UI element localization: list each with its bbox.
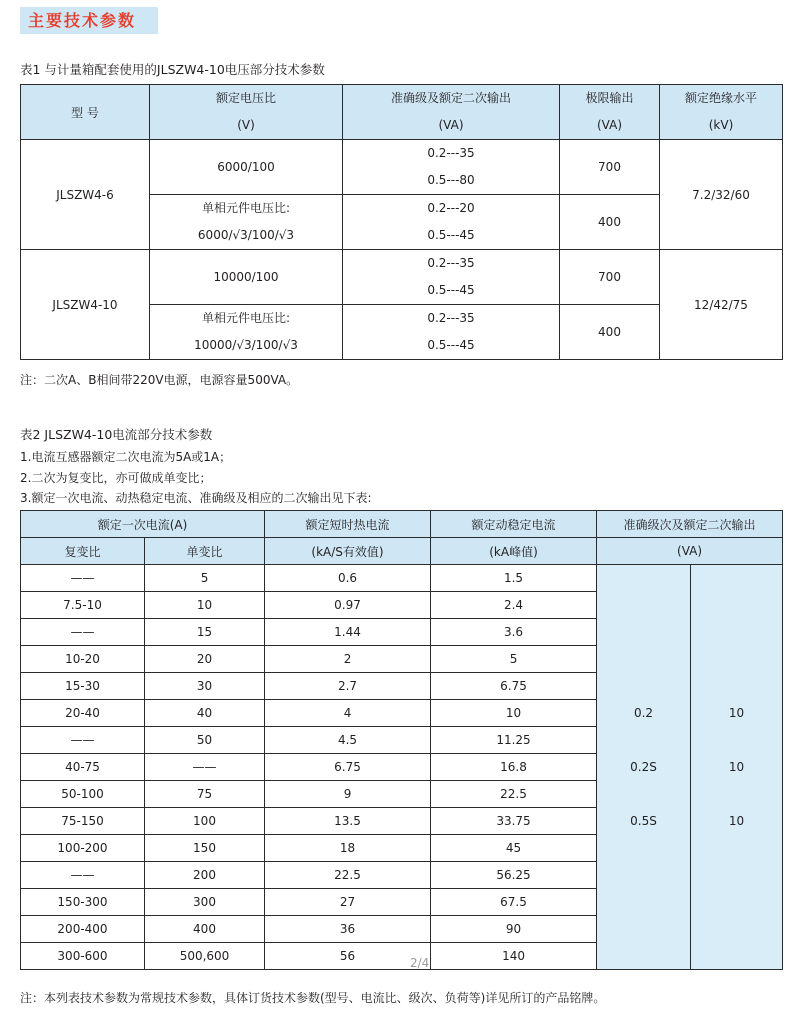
multi-ratio-cell: ——: [21, 565, 145, 592]
table-row: [21, 889, 783, 916]
thermal-current-cell: 2: [265, 646, 431, 673]
accuracy-output-cell: [691, 592, 783, 619]
dynamic-current-cell: 56.25: [431, 862, 597, 889]
table2-caption: 表2 JLSZW4-10电流部分技术参数: [20, 427, 213, 442]
table1-caption: 表1 与计量箱配套使用的JLSZW4-10电压部分技术参数: [20, 62, 325, 77]
dynamic-current-cell: 90: [431, 916, 597, 943]
multi-ratio-cell: 20-40: [21, 700, 145, 727]
table-row: [21, 916, 783, 943]
single-ratio-cell: 75: [145, 781, 265, 808]
accuracy-cell: 0.2---20 0.5---45: [343, 195, 560, 250]
accuracy-output-cell: 10: [691, 700, 783, 727]
dynamic-current-cell: 2.4: [431, 592, 597, 619]
accuracy-cell: 0.2---35 0.5---80: [343, 140, 560, 195]
limit-cell: 400: [560, 305, 660, 360]
accuracy-class-cell: [597, 592, 691, 619]
single-ratio-cell: 150: [145, 835, 265, 862]
multi-ratio-cell: 75-150: [21, 808, 145, 835]
voltage-parameters-table: [20, 84, 783, 360]
header-insulation: 额定绝缘水平 (kV): [660, 85, 783, 140]
table-row: [21, 862, 783, 889]
header-ratio: 额定电压比 (V): [150, 85, 343, 140]
table-row: [21, 619, 783, 646]
dynamic-current-cell: 10: [431, 700, 597, 727]
thermal-current-cell: 6.75: [265, 754, 431, 781]
accuracy-output-cell: [691, 889, 783, 916]
table-row: [21, 727, 783, 754]
dynamic-current-cell: 11.25: [431, 727, 597, 754]
accuracy-class-cell: [597, 646, 691, 673]
table1-note: 注：二次A、B相间带220V电源，电源容量500VA。: [20, 373, 299, 387]
single-ratio-cell: 200: [145, 862, 265, 889]
table-row: [21, 565, 783, 592]
table-row: [21, 835, 783, 862]
accuracy-output-cell: [691, 646, 783, 673]
accuracy-output-cell: [691, 619, 783, 646]
thermal-current-cell: 22.5: [265, 862, 431, 889]
thermal-current-cell: 0.6: [265, 565, 431, 592]
multi-ratio-cell: 150-300: [21, 889, 145, 916]
accuracy-output-cell: [691, 862, 783, 889]
accuracy-class-cell: [597, 781, 691, 808]
table-row: [21, 808, 783, 835]
intro-line-2: 2.二次为复变比，亦可做成单变比；: [20, 471, 212, 485]
thermal-current-cell: 27: [265, 889, 431, 916]
table2-note: 注：本列表技术参数为常规技术参数，具体订货技术参数(型号、电流比、级次、负荷等)详见所订的产品铭牌。: [20, 991, 606, 1005]
accuracy-class-cell: [597, 673, 691, 700]
accuracy-class-cell: [597, 862, 691, 889]
limit-cell: 400: [560, 195, 660, 250]
section-heading: 主要技术参数: [20, 7, 158, 34]
single-ratio-cell: 30: [145, 673, 265, 700]
dynamic-current-cell: 22.5: [431, 781, 597, 808]
thermal-current-cell: 4.5: [265, 727, 431, 754]
single-ratio-cell: 20: [145, 646, 265, 673]
multi-ratio-cell: 50-100: [21, 781, 145, 808]
dynamic-current-cell: 3.6: [431, 619, 597, 646]
thermal-current-cell: 4: [265, 700, 431, 727]
thermal-current-cell: 9: [265, 781, 431, 808]
thermal-current-cell: 18: [265, 835, 431, 862]
limit-cell: 700: [560, 140, 660, 195]
multi-ratio-cell: 100-200: [21, 835, 145, 862]
dynamic-current-cell: 45: [431, 835, 597, 862]
multi-ratio-cell: 200-400: [21, 916, 145, 943]
ratio-cell: 10000/100: [150, 250, 343, 305]
accuracy-output-cell: [691, 835, 783, 862]
accuracy-class-cell: [597, 619, 691, 646]
header-limit-output: 极限输出 (VA): [560, 85, 660, 140]
single-ratio-cell: 10: [145, 592, 265, 619]
table-row: [21, 592, 783, 619]
dynamic-current-cell: 140: [431, 943, 597, 970]
accuracy-class-cell: [597, 727, 691, 754]
thermal-current-cell: 56: [265, 943, 431, 970]
intro-line-3: 3.额定一次电流、动热稳定电流、准确级及相应的二次输出见下表:: [20, 491, 372, 505]
thermal-current-cell: 0.97: [265, 592, 431, 619]
table-row: [21, 754, 783, 781]
thermal-current-cell: 2.7: [265, 673, 431, 700]
multi-ratio-cell: 300-600: [21, 943, 145, 970]
multi-ratio-cell: 15-30: [21, 673, 145, 700]
single-ratio-cell: 100: [145, 808, 265, 835]
thermal-current-cell: 13.5: [265, 808, 431, 835]
single-ratio-cell: 500,600: [145, 943, 265, 970]
dynamic-current-cell: 5: [431, 646, 597, 673]
single-ratio-cell: 15: [145, 619, 265, 646]
multi-ratio-cell: 7.5-10: [21, 592, 145, 619]
multi-ratio-cell: 10-20: [21, 646, 145, 673]
accuracy-output-cell: [691, 727, 783, 754]
insulation-cell: 7.2/32/60: [660, 140, 783, 250]
accuracy-output-cell: 10: [691, 808, 783, 835]
accuracy-class-cell: [597, 835, 691, 862]
thermal-current-cell: 1.44: [265, 619, 431, 646]
header-accuracy: 准确级次及额定二次输出: [597, 511, 783, 538]
accuracy-output-cell: [691, 565, 783, 592]
accuracy-class-cell: 0.2: [597, 700, 691, 727]
dynamic-current-cell: 1.5: [431, 565, 597, 592]
single-ratio-cell: 5: [145, 565, 265, 592]
single-ratio-cell: 300: [145, 889, 265, 916]
dynamic-current-cell: 33.75: [431, 808, 597, 835]
multi-ratio-cell: ——: [21, 619, 145, 646]
accuracy-class-cell: [597, 916, 691, 943]
single-ratio-cell: 400: [145, 916, 265, 943]
header-thermal-unit: (kA/S有效值): [265, 538, 431, 565]
accuracy-output-cell: [691, 781, 783, 808]
accuracy-output-cell: [691, 943, 783, 970]
dynamic-current-cell: 6.75: [431, 673, 597, 700]
insulation-cell: 12/42/75: [660, 250, 783, 360]
header-dynamic: 额定动稳定电流: [431, 511, 597, 538]
single-ratio-cell: ——: [145, 754, 265, 781]
dynamic-current-cell: 16.8: [431, 754, 597, 781]
multi-ratio-cell: 40-75: [21, 754, 145, 781]
model-cell: JLSZW4-10: [21, 250, 150, 360]
accuracy-class-cell: 0.5S: [597, 808, 691, 835]
accuracy-output-cell: 10: [691, 754, 783, 781]
table-row: [21, 943, 783, 970]
accuracy-output-cell: [691, 673, 783, 700]
table-row: [21, 673, 783, 700]
header-primary-current: 额定一次电流(A): [21, 511, 265, 538]
limit-cell: 700: [560, 250, 660, 305]
thermal-current-cell: 36: [265, 916, 431, 943]
ratio-cell: 单相元件电压比: 6000/√3/100/√3: [150, 195, 343, 250]
dynamic-current-cell: 67.5: [431, 889, 597, 916]
accuracy-output-cell: [691, 916, 783, 943]
accuracy-class-cell: 0.2S: [597, 754, 691, 781]
ratio-cell: 单相元件电压比: 10000/√3/100/√3: [150, 305, 343, 360]
accuracy-cell: 0.2---35 0.5---45: [343, 305, 560, 360]
table-row: [21, 646, 783, 673]
accuracy-class-cell: [597, 565, 691, 592]
header-thermal: 额定短时热电流: [265, 511, 431, 538]
multi-ratio-cell: ——: [21, 862, 145, 889]
intro-line-1: 1.电流互感器额定二次电流为5A或1A；: [20, 450, 232, 464]
single-ratio-cell: 50: [145, 727, 265, 754]
accuracy-cell: 0.2---35 0.5---45: [343, 250, 560, 305]
header-model: 型 号: [21, 85, 150, 140]
model-cell: JLSZW4-6: [21, 140, 150, 250]
header-dynamic-unit: (kA峰值): [431, 538, 597, 565]
accuracy-class-cell: [597, 943, 691, 970]
single-ratio-cell: 40: [145, 700, 265, 727]
header-accuracy-unit: (VA): [597, 538, 783, 565]
header-multi-ratio: 复变比: [21, 538, 145, 565]
table-row: [21, 700, 783, 727]
header-accuracy: 准确级及额定二次输出 (VA): [343, 85, 560, 140]
header-single-ratio: 单变比: [145, 538, 265, 565]
multi-ratio-cell: ——: [21, 727, 145, 754]
ratio-cell: 6000/100: [150, 140, 343, 195]
table-row: [21, 781, 783, 808]
accuracy-class-cell: [597, 889, 691, 916]
page-number: 2/4: [410, 956, 430, 970]
current-parameters-table: [20, 510, 783, 970]
